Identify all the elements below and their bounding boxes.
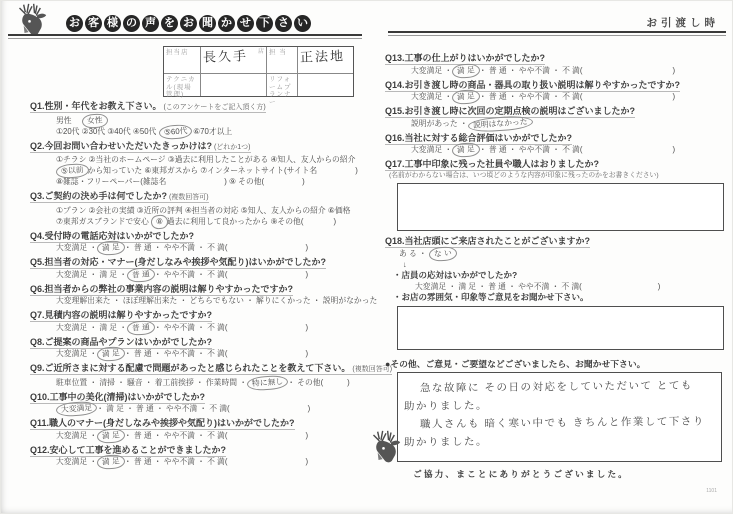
option-text: 大変満足 ・ 満 足 ・: [56, 269, 128, 279]
question-q8: [30, 336, 366, 360]
staff-cell-planner-value: [298, 74, 353, 96]
option-text: ・ 普 通 ・ やや不満 ・ 不 満(: [478, 92, 583, 101]
option-text: 大変満足 ・ 満 足 ・ 普 通 ・ やや不満 ・ 不 満(: [415, 281, 582, 291]
staff-cell-person-label: 担 当: [267, 47, 298, 74]
question-q18: [385, 235, 726, 350]
option-line: [30, 176, 366, 187]
option-line: [385, 281, 726, 292]
circled-answer: 普 通: [127, 320, 156, 336]
option-text: ) ⑨ その他(: [224, 177, 265, 186]
question-q16: [385, 132, 726, 156]
question-title: Q18.当社店頭にご来店されたことがございますか?: [385, 236, 591, 246]
option-text: ): [305, 269, 309, 279]
option-line: [385, 118, 726, 129]
handwritten-comment-box: [397, 372, 722, 462]
option-line: [385, 270, 726, 281]
form-code: 1101: [706, 488, 717, 494]
form-title: [66, 13, 313, 32]
option-text: ): [305, 430, 309, 440]
question-q15: [385, 105, 726, 129]
option-text: 説明があった ・: [411, 118, 468, 128]
staff-cell-technical-value: [201, 74, 267, 96]
question-title: Q3.ご契約の決め手は何でしたか? (複数回答可): [30, 191, 209, 201]
question-title: Q7.見積内容の説明は解りやすかったですか?: [30, 310, 213, 320]
staff-cell-store-value: [201, 47, 267, 74]
circled-answer: ⑤60代: [158, 123, 192, 139]
question-q9: [30, 362, 393, 388]
option-text: ・ 普 通 ・ やや不満 ・ 不 満(: [123, 457, 228, 466]
option-line: [30, 216, 366, 227]
question-q13: [385, 52, 726, 76]
circled-answer: 普 通: [127, 267, 156, 283]
question-q3: [30, 190, 366, 227]
staff-cell-planner-label: リフォームプランナー: [267, 74, 298, 96]
option-line: [30, 295, 378, 306]
circled-answer: 満 足: [97, 428, 126, 444]
option-text: 大変満足 ・: [56, 349, 98, 358]
option-line: [30, 115, 366, 126]
option-text: ): [333, 216, 337, 226]
question-title: Q11.職人のマナー(身だしなみや挨拶や気配り)はいかがでしたか?: [30, 418, 295, 428]
option-line: [30, 269, 366, 280]
circled-answer: 女性: [81, 113, 108, 129]
question-title: Q8.ご提案の商品やプランはいかがでしたか?: [30, 336, 213, 347]
option-line: [30, 348, 366, 359]
circled-answer: 満 足: [452, 63, 481, 79]
title-char: の: [123, 15, 140, 32]
handwritten-person-name: 正法地: [299, 48, 346, 65]
question-title: Q2.今回お問い合わせいただいたきっかけは? (どれか1つ): [30, 140, 251, 151]
option-text: ): [305, 349, 309, 358]
option-text: ①チラシ ②当社のホームページ ③過去に利用したことがある ④知人、友人からの紹介: [56, 155, 356, 164]
question-title: Q9.ご近所さまに対する配慮で問題があったと感じられたことを教えて下さい。 (複数回答可): [30, 363, 393, 373]
option-text: 大変満足 ・: [56, 430, 98, 440]
circled-answer: ⑤以前: [56, 163, 89, 179]
option-text: 大変理解出来た ・ ほぼ理解出来た ・ どちらでもない ・ 解りにくかった ・ 説明がなかった: [56, 296, 378, 305]
option-line: [30, 126, 366, 137]
option-text: 過去に利用して良かったから ⑨その他(: [166, 216, 304, 226]
footer-thanks: ご協力、まことにありがとうございました。: [413, 468, 629, 479]
questions-column-right: [385, 52, 726, 480]
option-text: あ る ・: [399, 248, 429, 258]
option-text: ): [657, 281, 661, 291]
option-text: ・お店の雰囲気・印象等ご意見をお聞かせ下さい。: [393, 291, 589, 302]
handwritten-line: 急な故障に その日の対応をしていただいて とても: [419, 379, 693, 394]
question-q10: [30, 391, 366, 415]
option-text: ): [672, 145, 676, 154]
option-text: ): [355, 166, 358, 175]
title-char: せ: [237, 15, 254, 32]
question-title: Q16.当社に対する総合評価はいかがでしたか?: [385, 132, 573, 143]
circled-answer: な い: [428, 246, 457, 262]
questions-right-container: [385, 52, 726, 350]
questions-column-left: [30, 100, 393, 470]
question-q14: [385, 79, 726, 103]
circled-answer: 満 足: [97, 454, 126, 470]
option-text: 駐車位置 ・ 清掃 ・ 騒音 ・ 着工前挨拶 ・ 作業時間 ・: [56, 377, 248, 387]
option-line: [385, 144, 726, 155]
title-char: を: [161, 15, 178, 32]
title-char: さ: [275, 15, 292, 32]
staff-cell-person-value: [298, 47, 353, 74]
section-label-handover: お引渡し時: [646, 17, 719, 29]
question-title: Q13.工事の仕上がりはいかがでしたか?: [385, 53, 546, 63]
response-box: [397, 306, 724, 350]
option-line: [30, 456, 366, 467]
option-text: ・ その他(: [287, 377, 324, 387]
option-text: ①20代 ②30代 ③40代 ④50代: [56, 126, 159, 136]
question-q7: [30, 309, 366, 333]
deer-stamp-icon: [366, 428, 406, 472]
title-char: 下: [256, 15, 273, 32]
question-title: Q14.お引き渡し時の商品・器具の取り扱い説明は解りやすかったですか?: [385, 79, 681, 90]
option-text: ・店員の応対はいかがでしたか?: [393, 269, 518, 280]
question-q2: [30, 140, 366, 188]
option-text: 大変満足 ・ 満 足 ・: [56, 322, 128, 332]
circled-answer: 満 足: [452, 142, 481, 158]
circled-answer: ⑧: [150, 214, 168, 229]
option-text: ・ 普 通 ・ やや不満 ・ 不 満(: [123, 243, 228, 252]
question-q11: [30, 417, 366, 441]
staff-cell-technical-label: テクニカル(現場管理): [164, 74, 201, 96]
option-text: ・ やや不満 ・ 不 満(: [153, 322, 228, 332]
question-title: Q1.性別・年代をお教え下さい。 (このアンケートをご記入頂く方): [30, 101, 266, 111]
handwritten-line: 職人さんも 暗く寒い中でも きちんと作業して下さり: [419, 415, 705, 430]
option-line: [30, 403, 366, 414]
option-text: ⑦東邦ガスブランドで安心: [56, 216, 151, 226]
title-char: 声: [142, 15, 159, 32]
option-text: (名前がわからない場合は、いつ頃どのような内容が印象に残ったのかをお書きください): [389, 171, 659, 179]
title-char: 様: [104, 15, 121, 32]
option-line: [30, 205, 366, 216]
option-text: ): [307, 404, 311, 413]
option-text: ): [305, 243, 309, 252]
option-text: 大変満足 ・: [411, 92, 453, 101]
title-char: 聞: [199, 15, 216, 32]
question-title: Q12.安心して工事を進めることができましたか?: [30, 444, 227, 455]
option-text: 男性: [56, 115, 72, 125]
option-text: ・ 満 足 ・ 普 通 ・ やや不満 ・ 不 満(: [96, 404, 230, 413]
option-line: [30, 322, 366, 333]
option-text: 大変満足 ・: [411, 65, 453, 75]
option-text: 大変満足 ・: [56, 243, 98, 252]
circled-answer: 説明はなかった: [467, 114, 532, 132]
option-text: ): [302, 177, 305, 186]
title-char: 客: [85, 15, 102, 32]
title-char: お: [180, 15, 197, 32]
question-title: Q15.お引き渡し時に次回の定期点検の説明はございましたか?: [385, 106, 636, 116]
handwritten-line: 助かりました。: [403, 435, 489, 449]
question-title: Q4.受付時の電話応対はいかがでしたか?: [30, 230, 195, 241]
option-line: [385, 65, 726, 76]
option-text: 大変満足 ・: [56, 457, 98, 466]
question-q5: [30, 256, 366, 280]
store-suffix: 店: [257, 49, 264, 55]
circled-answer: 大変満足: [56, 401, 98, 418]
response-box: [397, 183, 724, 231]
option-line: [30, 242, 366, 253]
staff-table: [163, 46, 354, 106]
option-text: ): [347, 377, 350, 387]
option-text: 大変満足 ・: [411, 145, 453, 154]
title-char: お: [66, 15, 83, 32]
question-q17: [385, 158, 726, 231]
option-line: [30, 430, 366, 441]
option-text: ): [672, 65, 676, 75]
header-rule-right: [388, 31, 726, 36]
option-line: [385, 248, 726, 259]
circled-answer: 満 足: [452, 89, 481, 105]
option-line: [30, 377, 366, 388]
option-text: から知っていた ⑥東邦ガスから ⑦インターネットサイト(サイト名: [87, 166, 318, 175]
option-text: ): [672, 92, 676, 101]
option-text: ↓: [403, 259, 407, 269]
option-text: ・ やや不満 ・ 不 満(: [153, 269, 228, 279]
option-line: [385, 292, 726, 303]
circled-answer: 満 足: [97, 240, 126, 256]
other-comments-label: ●その他、ご意見・ご要望などございましたら、お聞かせ下さい。: [385, 358, 646, 369]
option-text: ①プラン ②会社の実績 ③近所の評判 ④担当者の対応 ⑤知人、友人からの紹介 ⑥価格: [56, 205, 351, 215]
option-text: ・ 普 通 ・ やや不満 ・ 不 満(: [123, 430, 228, 440]
header-rule-left: [8, 34, 362, 39]
option-text: ・ 普 通 ・ やや不満 ・ 不 満(: [478, 65, 583, 75]
question-title: Q6.担当者からの弊社の事業内容の説明は解りやすかったですか?: [30, 283, 294, 294]
option-text: ⑧雑誌・フリーペーパー(雑誌名: [56, 177, 167, 186]
circled-answer: 特に無し: [247, 374, 289, 391]
option-line: [30, 165, 366, 176]
option-text: ⑥70才以上: [190, 126, 233, 136]
option-text: ): [305, 322, 309, 332]
option-text: ・ 普 通 ・ やや不満 ・ 不 満(: [478, 145, 583, 154]
title-char: か: [218, 15, 235, 32]
question-title: Q10.工事中の美化(清掃)はいかがでしたか?: [30, 391, 206, 402]
option-text: ・ 普 通 ・ やや不満 ・ 不 満(: [123, 349, 228, 358]
question-q1: [30, 100, 366, 137]
circled-answer: 満 足: [97, 346, 126, 362]
question-q6: [30, 283, 378, 307]
question-title: Q17.工事中印象に残った社員や職人はおりましたか?: [385, 159, 600, 169]
question-q4: [30, 230, 366, 254]
staff-cell-store-label: 担当店: [164, 47, 201, 74]
option-line: [385, 91, 726, 102]
title-char: い: [294, 15, 311, 32]
option-line: [385, 171, 726, 181]
handwritten-line: 助かりました。: [403, 399, 489, 413]
option-text: ): [305, 457, 309, 466]
question-q12: [30, 444, 366, 468]
handwritten-store-name: 長久手: [202, 48, 249, 65]
question-title: Q5.担当者の対応・マナー(身だしなみや挨拶や気配り)はいかがでしたか?: [30, 257, 326, 267]
